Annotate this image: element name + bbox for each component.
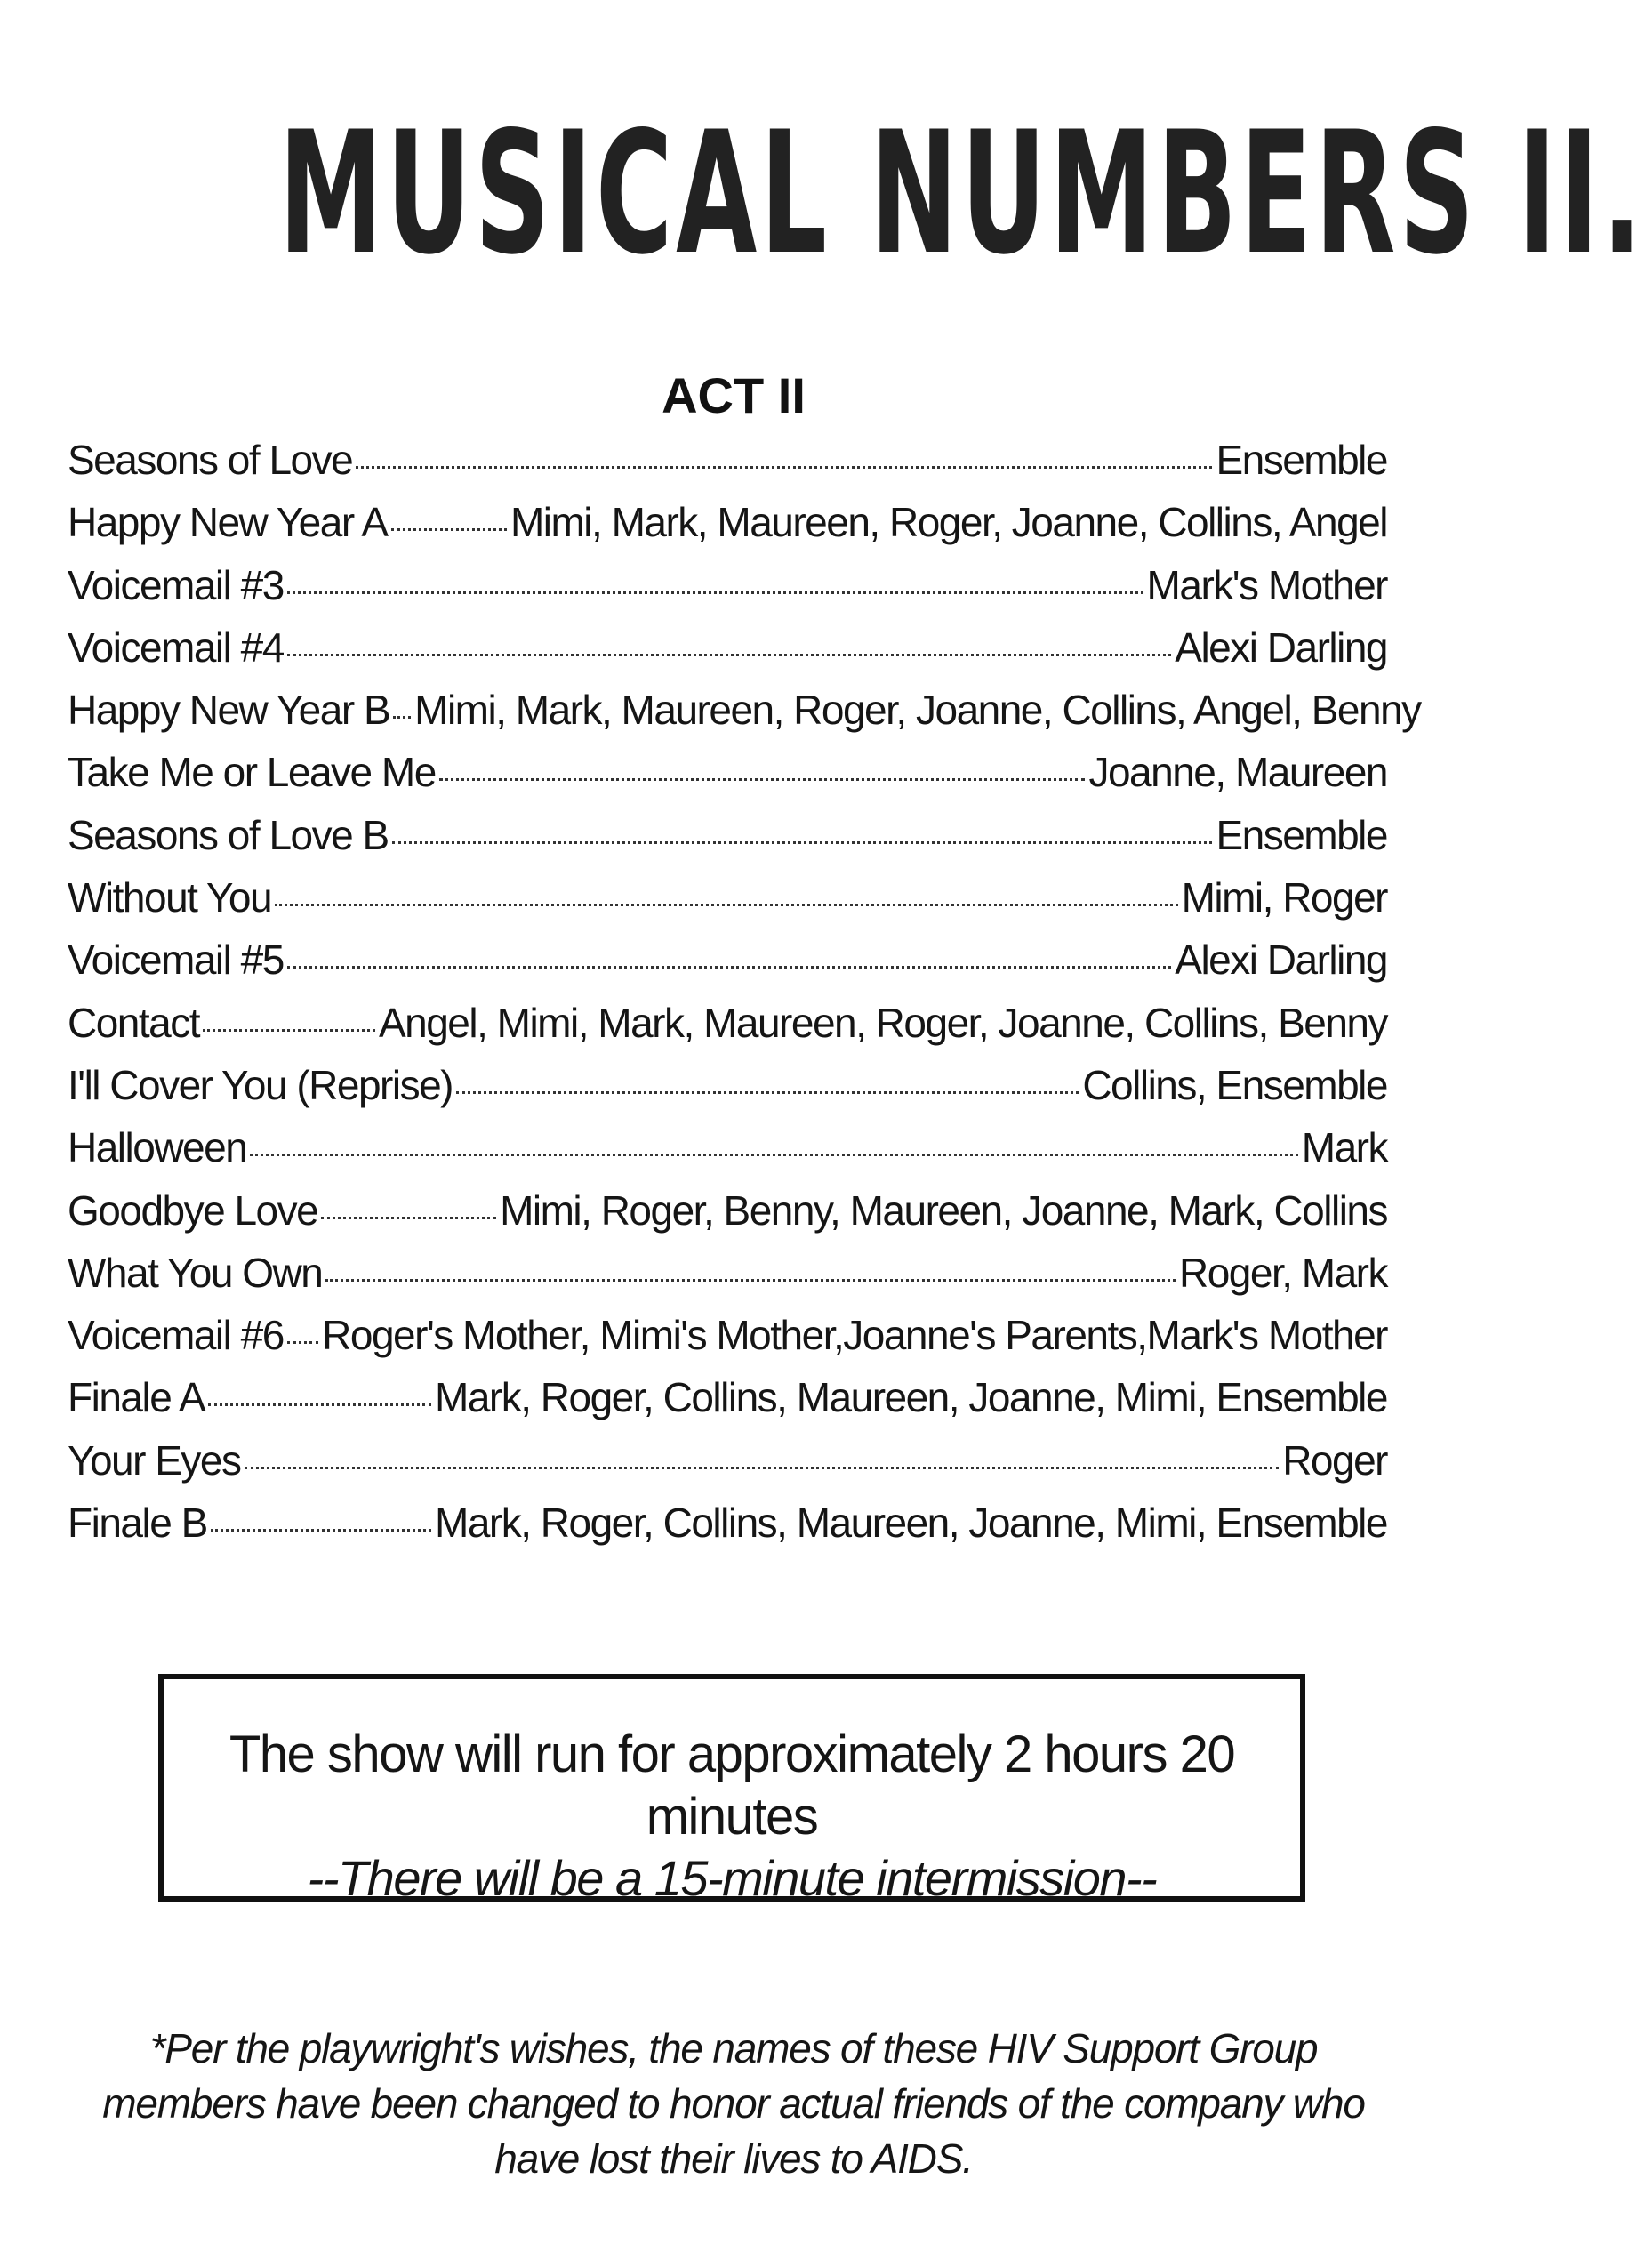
leader-dots (392, 841, 1213, 844)
leader-dots (393, 716, 411, 719)
song-title: Seasons of Love (68, 437, 353, 483)
performers: Mimi, Mark, Maureen, Roger, Joanne, Collins, Angel, Benny (414, 687, 1421, 734)
leader-dots (391, 528, 507, 531)
performers: Alexi Darling (1175, 623, 1387, 671)
musical-number-row (68, 748, 1387, 810)
leader-dots (250, 1154, 1297, 1156)
performers: Mark's Mother (1146, 561, 1387, 608)
musical-number-row (68, 1311, 1387, 1373)
song-title: What You Own (68, 1249, 323, 1296)
musical-number-row (68, 999, 1387, 1061)
performers: Mimi, Roger (1181, 874, 1387, 921)
performers: Ensemble (1216, 437, 1387, 483)
musical-number-row (68, 1186, 1387, 1249)
leader-dots (439, 778, 1086, 781)
leader-dots (325, 1279, 1176, 1282)
song-title: Voicemail #6 (68, 1312, 284, 1359)
performers: Joanne, Maureen (1088, 749, 1387, 796)
musical-number-row (68, 686, 1421, 748)
musical-number-row (68, 1499, 1387, 1561)
performers: Roger's Mother, Mimi's Mother,Joanne's Parents,Mark's Mother (322, 1312, 1387, 1359)
intermission-text: --There will be a 15-minute intermission-- (307, 1850, 1157, 1906)
performers: Roger, Mark (1178, 1249, 1387, 1296)
musical-number-row (68, 498, 1387, 560)
footnote: *Per the playwright's wishes, the names of these HIV Support Group members have been changed to honor actual friends of the company who have lost their lives to AIDS. (102, 2025, 1365, 2182)
song-title: Finale B (68, 1500, 207, 1547)
song-title: Goodbye Love (68, 1186, 318, 1234)
leader-dots (245, 1467, 1280, 1469)
leader-dots (287, 591, 1143, 594)
song-title: Voicemail #3 (68, 561, 284, 608)
performers: Collins, Ensemble (1082, 1061, 1387, 1108)
song-title: Seasons of Love B (68, 811, 389, 858)
leader-dots (211, 1529, 431, 1532)
leader-dots (208, 1403, 431, 1406)
leader-dots (456, 1091, 1079, 1094)
song-title: Voicemail #5 (68, 937, 284, 984)
leader-dots (287, 966, 1171, 969)
song-title: Happy New Year B (68, 687, 390, 734)
musical-number-row (68, 1249, 1387, 1311)
musical-numbers-list (68, 436, 1421, 1561)
song-title: Your Eyes (68, 1436, 241, 1484)
runtime-box (158, 1674, 1305, 1906)
performers: Ensemble (1216, 811, 1387, 858)
leader-dots (203, 1029, 375, 1032)
musical-number-row (68, 1061, 1387, 1123)
musical-number-row (68, 561, 1387, 623)
musical-number-row (68, 811, 1387, 873)
song-title: Finale A (68, 1374, 205, 1421)
leader-dots (321, 1217, 496, 1219)
performers: Roger (1282, 1436, 1387, 1484)
leader-dots (287, 654, 1171, 656)
leader-dots (275, 904, 1178, 906)
song-title: Happy New Year A (68, 499, 388, 546)
performers: Mimi, Roger, Benny, Maureen, Joanne, Mark, Collins (500, 1186, 1387, 1234)
musical-number-row (68, 436, 1387, 498)
musical-number-row (68, 1436, 1387, 1499)
page-title: MUSICAL NUMBERS II. (278, 95, 1645, 292)
performers: Alexi Darling (1175, 937, 1387, 984)
musical-number-row (68, 936, 1387, 998)
leader-dots (356, 466, 1212, 469)
musical-number-row (68, 873, 1387, 936)
performers: Angel, Mimi, Mark, Maureen, Roger, Joanne, Collins, Benny (378, 999, 1387, 1046)
performers: Mark (1301, 1124, 1387, 1171)
performers: Mark, Roger, Collins, Maureen, Joanne, Mimi, Ensemble (435, 1500, 1387, 1547)
song-title: Contact (68, 999, 200, 1046)
song-title: Halloween (68, 1124, 247, 1171)
leader-dots (287, 1341, 318, 1344)
song-title: Voicemail #4 (68, 623, 284, 671)
musical-number-row (68, 1373, 1387, 1436)
song-title: Without You (68, 874, 272, 921)
musical-number-row (68, 1123, 1387, 1186)
musical-number-row (68, 623, 1387, 686)
performers: Mark, Roger, Collins, Maureen, Joanne, Mimi, Ensemble (435, 1374, 1387, 1421)
song-title: Take Me or Leave Me (68, 749, 436, 796)
runtime-text: The show will run for approximately 2 hours 20 minutes (229, 1725, 1235, 1846)
song-title: I'll Cover You (Reprise) (68, 1061, 453, 1108)
performers: Mimi, Mark, Maureen, Roger, Joanne, Collins, Angel (510, 499, 1387, 546)
act-heading: ACT II (662, 367, 806, 423)
